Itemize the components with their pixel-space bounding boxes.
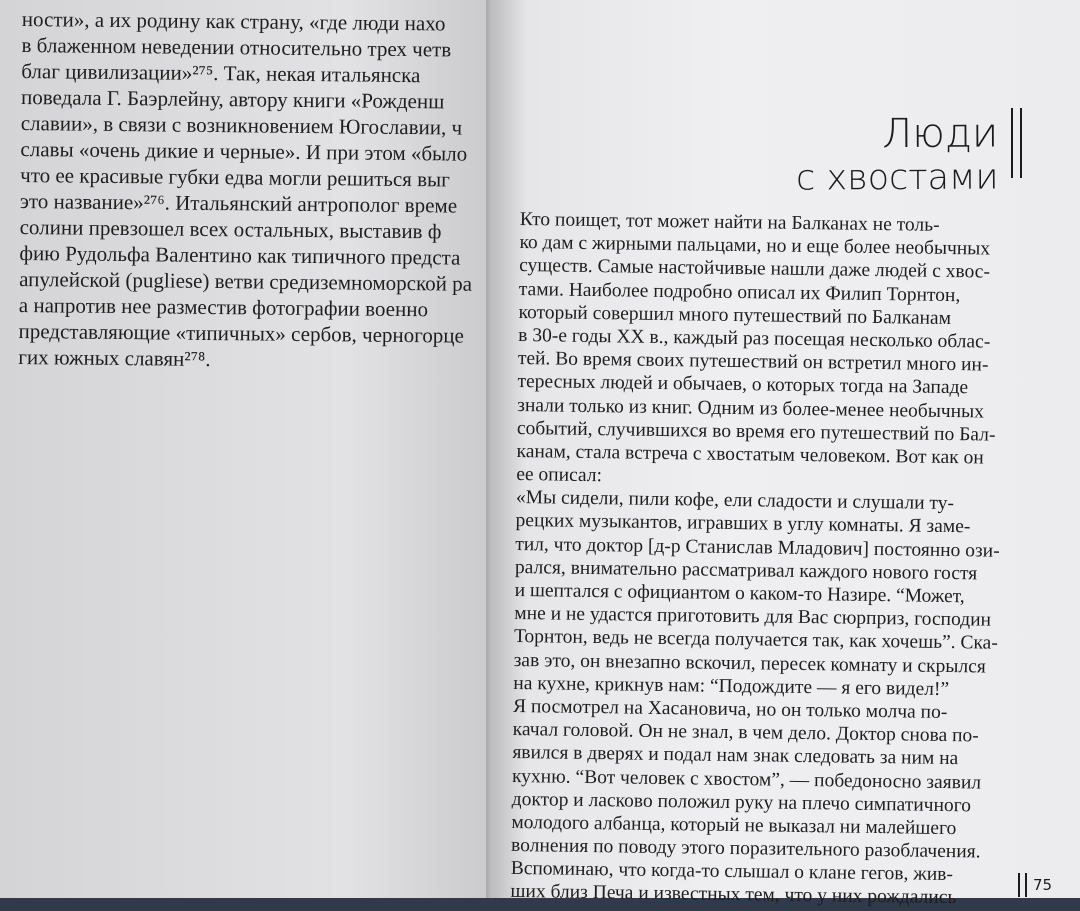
- text-line: в блаженном неведении относительно трех четв: [21, 32, 452, 62]
- text-line: мне и не удастся приготовить для Вас сюрприз, господин: [514, 603, 992, 631]
- text-line: тами. Наиболее подробно описал их Филип Торнтон,: [518, 278, 961, 306]
- text-line: Я посмотрел на Хасановича, но он только молча по-: [512, 695, 948, 723]
- text-line: что ее красивые губки едва могли решиться выг: [20, 162, 450, 192]
- left-page-text: [18, 6, 562, 376]
- text-line: качал головой. Он не знал, в чем дело. Доктор снова по-: [512, 719, 979, 747]
- text-line: апулейской (pugliese) ветви средиземноморской ра: [19, 266, 473, 296]
- title-double-rule: [1011, 108, 1022, 178]
- text-line: рецких музыкантов, игравших в углу комнаты. Я заме-: [515, 510, 971, 538]
- page-footer: [1018, 872, 1052, 898]
- text-line: а напротив нее разместив фотографии военно: [18, 292, 429, 322]
- chapter-title: [795, 111, 998, 200]
- text-line: Кто поищет, тот может найти на Балканах не толь-: [519, 208, 940, 236]
- text-line: молодого албанца, который не выказал ни малейшего: [511, 811, 957, 840]
- text-line: канам, стала встреча с хвостатым человеком. Вот как он: [516, 440, 984, 469]
- text-line: кухню. “Вот человек с хвостом”, — победоносно заявил: [511, 765, 982, 793]
- text-line: событий, случившихся во время его путешествий по Бал-: [516, 417, 996, 446]
- text-line: доктор и ласково положил руку на плечо симпатичного: [511, 788, 972, 817]
- chapter-title-line-2: с хвостами: [795, 157, 999, 199]
- text-line: тил, что доктор [д-р Станислав Младович] постоянно ози-: [515, 533, 1000, 562]
- text-line: фию Рудольфа Валентино как типичного предста: [19, 240, 461, 270]
- page-number-rule: [1018, 873, 1027, 897]
- text-line: представляющие «типичных» сербов, черногорце: [18, 318, 465, 348]
- text-line: ко дам с жирными пальцами, но и еще более необычных: [519, 232, 991, 260]
- text-line: существ. Самые настойчивые нашли даже людей с хвос-: [519, 255, 991, 283]
- text-line: «Мы сидели, пили кофе, ели сладости и слушали ту-: [515, 487, 955, 515]
- text-line: Вспоминаю, что когда-то слышал о клане гегов, жив-: [510, 858, 954, 886]
- text-line: ее описал:: [516, 464, 603, 487]
- text-line: славы «очень дикие и черные». И при этом «было: [20, 136, 468, 166]
- text-line: благ цивилизации»²⁷⁵. Так, некая итальянска: [21, 58, 421, 88]
- text-line: который совершил много путешествий по Балканам: [518, 301, 952, 329]
- text-line: это название»²⁷⁶. Итальянский антрополог време: [19, 188, 458, 218]
- text-line: тересных людей и обычаев, о которых тогда на Западе: [517, 371, 969, 399]
- text-line: славии», в связи с возникновением Югославии, ч: [20, 110, 463, 140]
- text-line: явился в дверях и подал нам знак следовать за ним на: [512, 742, 959, 770]
- text-line: на кухне, крикнув нам: “Подождите — я его видел!”: [513, 672, 950, 700]
- text-line: ших близ Печа и известных тем, что у них рождались: [510, 881, 957, 909]
- text-line: гих южных славян²⁷⁸.: [18, 344, 211, 371]
- text-line: и шептался с официантом о каком-то Назире. “Может,: [514, 579, 965, 608]
- text-line: в 30-е годы XX в., каждый раз посещая несколько облас-: [518, 324, 991, 353]
- right-page-text: [510, 208, 1035, 911]
- text-line: рался, внимательно рассматривал каждого нового гостя: [514, 556, 978, 585]
- text-line: Торнтон, ведь не всегда получается так, как хочешь”. Ска-: [513, 626, 998, 655]
- text-line: знали только из книг. Одним из более-менее необычных: [517, 394, 985, 422]
- text-line: зав это, он внезапно вскочил, пересек комнату и скрылся: [513, 649, 986, 678]
- text-line: поведала Г. Баэрлейну, автору книги «Рожденш: [20, 84, 445, 114]
- text-line: волнения по поводу этого поразительного разоблачения.: [510, 835, 981, 863]
- page-number: 75: [1033, 876, 1053, 894]
- text-line: ности», а их родину как страну, «где люди нахо: [21, 6, 446, 36]
- text-line: тей. Во время своих путешествий он встретил много ин-: [517, 348, 989, 376]
- text-line: солини превзошел всех остальных, выставив ф: [19, 214, 442, 244]
- chapter-title-line-1: Люди: [881, 110, 999, 158]
